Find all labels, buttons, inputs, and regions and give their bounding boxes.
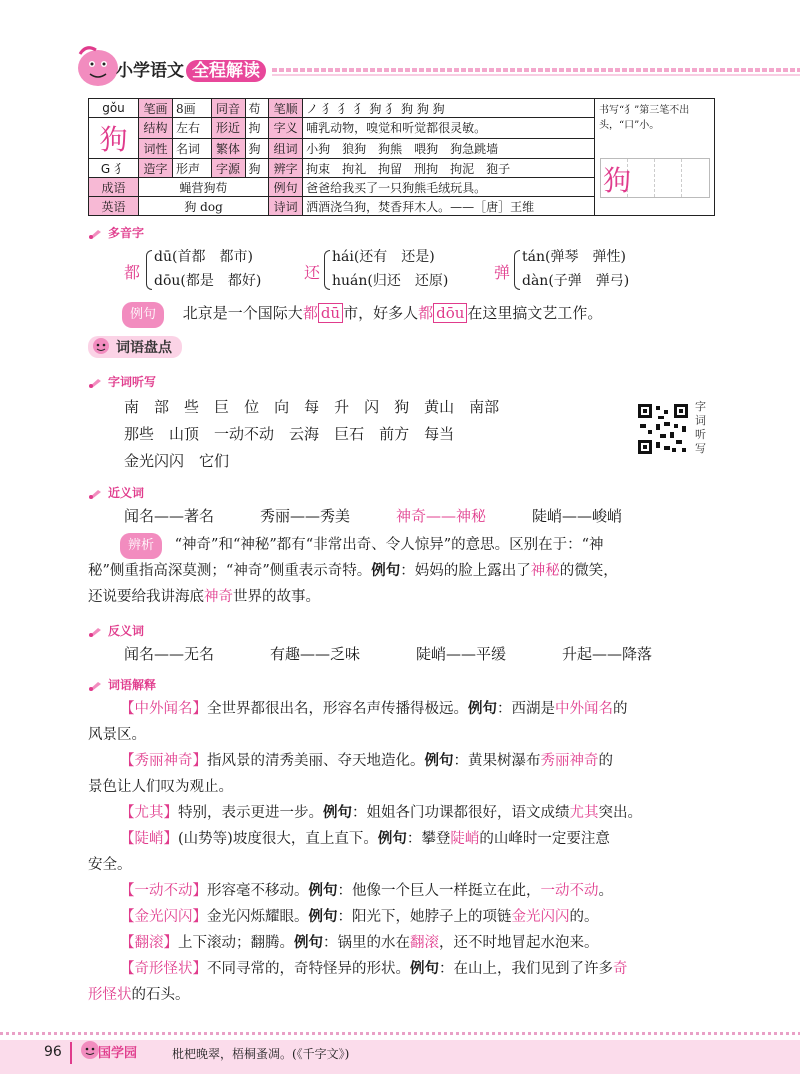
- dictation-label: 字词听写: [88, 373, 156, 390]
- synonym-analysis-cont2: 还说要给我讲海底神奇世界的故事。: [88, 589, 320, 605]
- polyphone-block: [120, 246, 680, 298]
- explanation-item: 【翻滚】上下滚动；翻腾。例句：锅里的水在翻滚，还不时地冒起水泡来。: [120, 935, 599, 951]
- table-value: 狗 dog: [139, 197, 269, 216]
- polyphone-reading: huán(归还 还原): [332, 273, 449, 289]
- polyphone-char: 都: [124, 263, 141, 282]
- table-label: 繁体: [211, 138, 245, 159]
- radical-cell: G 犭: [89, 159, 139, 178]
- table-label: 英语: [89, 197, 139, 216]
- synonym-pairs: 闻名——著名 秀丽——秀美 神奇——神秘 陡峭——峻峭: [124, 507, 623, 525]
- table-value: 苟: [245, 99, 269, 118]
- qr-code-icon[interactable]: [636, 402, 690, 456]
- analysis-badge: 辨析: [120, 533, 162, 559]
- antonym-pairs: 闻名——无名 有趣——乏味 陡峭——平缓 升起——降落: [124, 645, 653, 663]
- table-value: 洒酒浇刍狗，焚香拜木人。——［唐］王维: [303, 197, 595, 216]
- explanation-item: 【中外闻名】全世界都很出名，形容名声传播得极远。例句：西湖是中外闻名的: [120, 701, 628, 717]
- table-label: 笔顺: [269, 99, 303, 118]
- dictation-row-1: 南 部 些 巨 位 向 每 升 闪 狗 黄山 南部: [124, 398, 500, 416]
- page-number: 96: [44, 1044, 62, 1060]
- explanation-item: 【奇形怪状】不同寻常的，奇特怪异的形状。例句：在山上，我们见到了许多奇: [120, 961, 628, 977]
- table-label: 结构: [139, 118, 173, 139]
- table-label: 形近: [211, 118, 245, 139]
- table-value: 拘束 拘礼 拘留 刑拘 拘泥 狍子: [303, 159, 595, 178]
- explanation-item-cont: 安全。: [88, 857, 132, 873]
- table-label: 同音: [211, 99, 245, 118]
- pencil-hand-icon: [88, 680, 104, 692]
- table-value: 小狗 狼狗 狗熊 喂狗 狗急跳墙: [303, 138, 595, 159]
- table-label: 组词: [269, 138, 303, 159]
- dictation-row-3: 金光闪闪 它们: [124, 452, 230, 470]
- pencil-hand-icon: [88, 377, 104, 389]
- series-title: 小学语文 全程解读: [116, 56, 266, 81]
- table-value: 蝇营狗苟: [139, 178, 269, 197]
- main-character: 狗: [89, 118, 139, 159]
- page-header: [72, 40, 800, 98]
- table-label: 词性: [139, 138, 173, 159]
- explanation-item-cont: 风景区。: [88, 727, 146, 743]
- polyphone-reading: tán(弹琴 弹性): [522, 249, 626, 265]
- synonyms-label: 近义词: [88, 484, 144, 501]
- explanation-item: 【金光闪闪】金光闪烁耀眼。例句：阳光下，她脖子上的项链金光闪闪的。: [120, 909, 599, 925]
- synonym-analysis-cont: 秘”侧重指高深莫测；“神奇”侧重表示奇特。例句：妈妈的脸上露出了神秘的微笑，: [88, 563, 618, 579]
- polyphone-char: 还: [304, 263, 321, 282]
- section-heading: 词语盘点: [88, 336, 182, 358]
- explanation-item-cont: 景色让人们叹为观止。: [88, 779, 233, 795]
- grid-cell: [655, 159, 682, 197]
- polyphone-char: 弹: [494, 263, 511, 282]
- grid-cell: [601, 159, 632, 197]
- pencil-hand-icon: [88, 228, 104, 240]
- polyphone-reading: dōu(都是 都好): [154, 273, 262, 289]
- explanation-item: 【一动不动】形容毫不移动。例句：他像一个巨人一样挺立在此，一动不动。: [120, 883, 613, 899]
- writing-grid: [600, 158, 710, 198]
- explanations-label: 词语解释: [88, 676, 156, 693]
- footer-separator: [70, 1042, 72, 1064]
- table-value: 哺乳动物，嗅觉和听觉都很灵敏。: [303, 118, 595, 139]
- grid-character: 狗: [603, 164, 632, 197]
- synonym-analysis: 辨析 “神奇”和“神秘”都有“非常出奇、令人惊异”的意思。区别在于：“神: [120, 532, 710, 559]
- table-value: 形声: [173, 159, 212, 178]
- table-value: 8画: [173, 99, 212, 118]
- brace: [146, 250, 152, 290]
- page-footer: [0, 1030, 800, 1091]
- polyphone-reading: hái(还有 还是): [332, 249, 435, 265]
- table-label: 字源: [211, 159, 245, 178]
- table-label: 成语: [89, 178, 139, 197]
- qr-label: 字词听写: [695, 400, 706, 455]
- table-value: 爸爸给我买了一只狗熊毛绒玩具。: [303, 178, 595, 197]
- antonyms-label: 反义词: [88, 622, 144, 639]
- footer-quote: 枇杷晚翠，梧桐蚤凋。(《千字文》): [172, 1047, 350, 1061]
- stroke-order: ノ 犭 犭 犭 狗 犭 狗 狗 狗: [303, 99, 595, 118]
- pinyin-cell: gǒu: [89, 99, 139, 118]
- table-label: 造字: [139, 159, 173, 178]
- table-value: 左右: [173, 118, 212, 139]
- table-value: 狗: [245, 138, 269, 159]
- table-value: 狗: [245, 159, 269, 178]
- table-label: 例句: [269, 178, 303, 197]
- table-value: 拘: [245, 118, 269, 139]
- explanation-item-cont: 形怪状的石头。: [88, 987, 190, 1003]
- grid-cell: [682, 159, 709, 197]
- polyphone-reading: dū(首都 都市): [154, 249, 253, 265]
- polyphone-example: 例句 北京是一个国际大都 dū 市，好多人都 dōu 在这里搞文艺工作。: [122, 300, 602, 328]
- pencil-hand-icon: [88, 488, 104, 500]
- header-divider: [272, 68, 800, 72]
- table-label: 笔画: [139, 99, 173, 118]
- footer-logo-text: 国学园: [98, 1046, 138, 1061]
- explanation-item: 【尤其】特别，表示更进一步。例句：姐姐各门功课都很好，语文成绩尤其突出。: [120, 805, 642, 821]
- table-label: 辨字: [269, 159, 303, 178]
- example-badge: 例句: [122, 302, 164, 328]
- polyphone-label: 多音字: [88, 224, 144, 241]
- explanation-item: 【秀丽神奇】指风景的清秀美丽、夺天地造化。例句：黄果树瀑布秀丽神奇的: [120, 753, 613, 769]
- table-label: 字义: [269, 118, 303, 139]
- dictation-row-2: 那些 山顶 一动不动 云海 巨石 前方 每当: [124, 425, 455, 443]
- table-value: 名词: [173, 138, 212, 159]
- header-divider-thin: [272, 74, 800, 76]
- brace: [514, 250, 520, 290]
- writing-note: 书写“犭”第三笔不出头，“口”小。: [595, 99, 715, 216]
- explanation-item: 【陡峭】(山势等)坡度很大，直上直下。例句：攀登陡峭的山峰时一定要注意: [120, 831, 610, 847]
- table-label: 诗词: [269, 197, 303, 216]
- brace: [324, 250, 330, 290]
- grid-cell: [628, 159, 655, 197]
- mascot-icon: [92, 337, 110, 355]
- polyphone-reading: dàn(子弹 弹弓): [522, 273, 630, 289]
- pencil-hand-icon: [88, 626, 104, 638]
